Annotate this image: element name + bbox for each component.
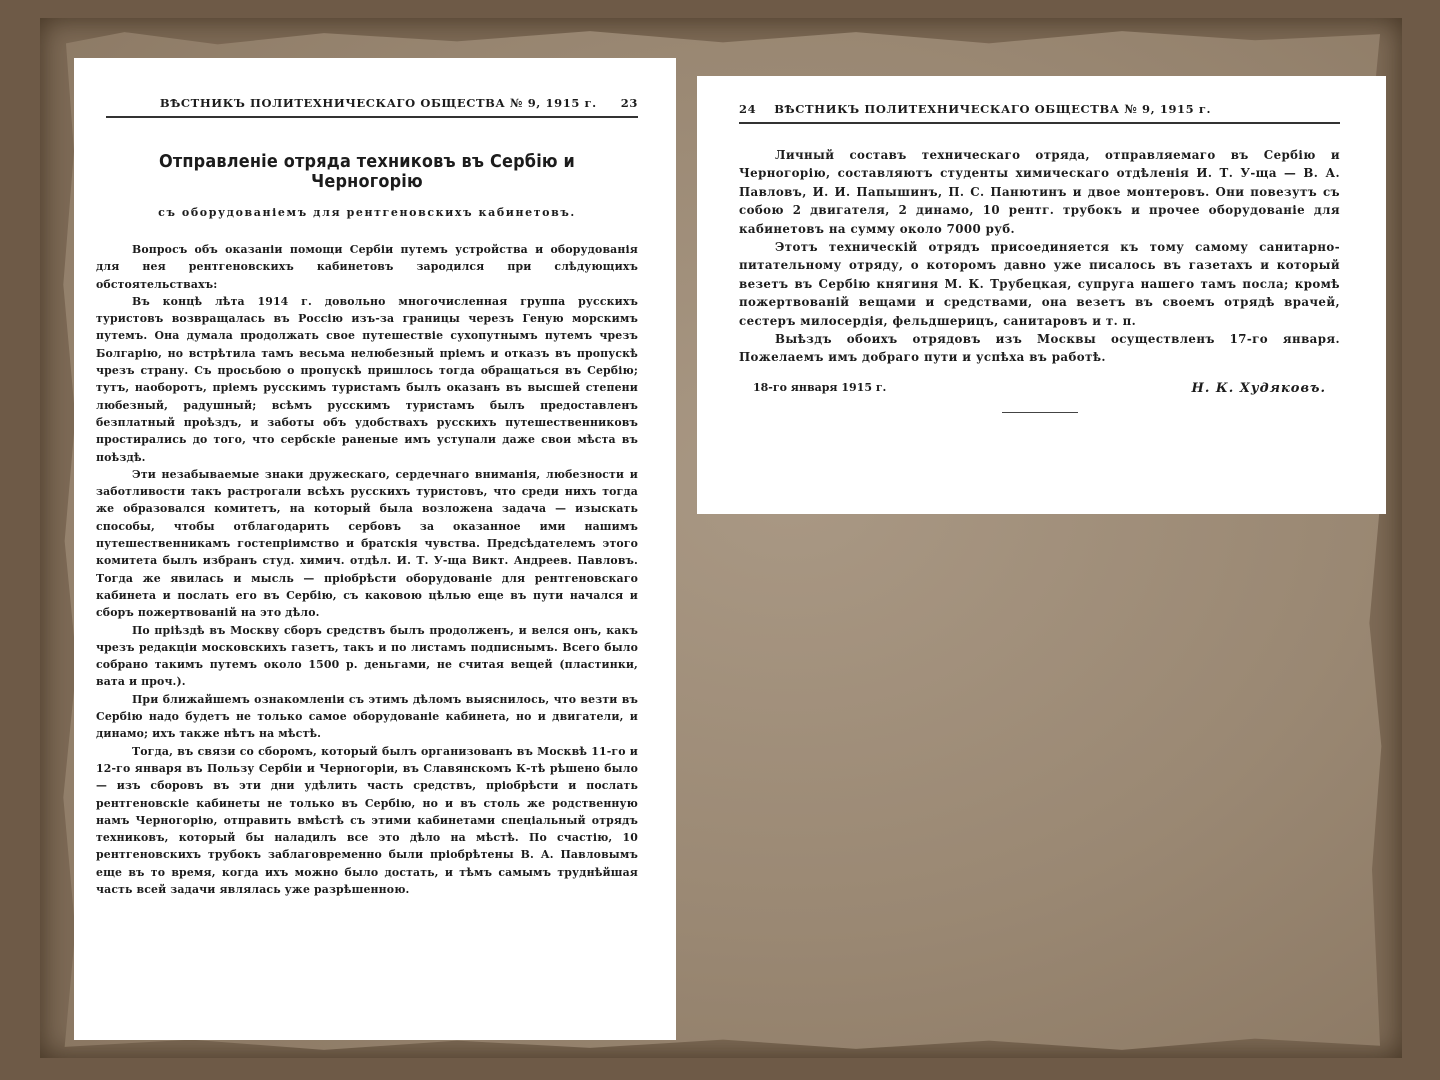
page-number: 23 — [620, 96, 638, 110]
journal-title: ВѢСТНИКЪ ПОЛИТЕХНИЧЕСКАГО ОБЩЕСТВА № 9, 1915 г. — [774, 102, 1212, 116]
end-rule — [1002, 412, 1078, 414]
paragraph: Вопросъ объ оказаніи помощи Сербіи путемъ устройства и оборудованія для нея рентгеновскихъ кабинетовъ зародился при слѣдующихъ обстоятельствахъ: — [96, 243, 638, 291]
left-page-body — [96, 241, 638, 898]
article-date: 18-го января 1915 г. — [753, 380, 887, 394]
left-page-scan — [74, 58, 676, 1040]
paragraph: По пріѣздѣ въ Москву сборъ средствъ былъ продолженъ, и велся онъ, какъ чрезъ редакціи московскихъ газетъ, такъ и по листамъ подписнымъ. Всего было собрано такимъ путемъ около 1500 р. деньгами, не считая вещей (пластинки, вата и проч.). — [96, 623, 638, 689]
article-title: Отправленіе отряда техниковъ въ Сербію и Черногорію — [158, 152, 576, 192]
article-subtitle: съ оборудованіемъ для рентгеновскихъ кабинетовъ. — [158, 206, 576, 219]
author-signature: Н. К. Худяковъ. — [1191, 380, 1326, 396]
signature-line — [739, 381, 1340, 396]
paragraph: При ближайшемъ ознакомленіи съ этимъ дѣломъ выяснилось, что везти въ Сербію надо будетъ не только самое оборудованіе кабинета, но и двигатели, и динамо; ихъ также нѣтъ на мѣстѣ. — [96, 692, 638, 741]
right-page-body — [739, 146, 1340, 367]
paragraph: Выѣздъ обоихъ отрядовъ изъ Москвы осуществленъ 17-го января. Пожелаемъ имъ добраго пути и успѣха въ работѣ. — [739, 332, 1340, 365]
right-page-scan — [697, 76, 1386, 514]
paragraph: Этотъ техническій отрядъ присоединяется къ тому самому санитарно-питательному отряду, о которомъ давно уже писалось въ газетахъ и который везетъ въ Сербію княгиня М. К. Трубецкая, супруга нашего тамъ посла; кромѣ пожертвованій вещами и средствами, она везетъ въ своемъ отрядѣ врачей, сестеръ милосердія, фельдшерицъ, санитаровъ и т. п. — [739, 240, 1340, 328]
header-rule — [739, 122, 1340, 124]
paragraph: Тогда, въ связи со сборомъ, который былъ организованъ въ Москвѣ 11-го и 12-го января въ Пользу Сербіи и Черногоріи, въ Славянскомъ К-тѣ рѣшено было — изъ сборовъ въ эти дни удѣлить часть средствъ, пріобрѣсти и послать рентгеновскіе кабинеты не только въ Сербію, но и въ столь же родственную намъ Черногорію, отправить вмѣстѣ съ этими кабинетами спеціальный отрядъ техниковъ, который бы наладилъ все это дѣло на мѣстѣ. По счастію, 10 рентгеновскихъ трубокъ заблаговременно были пріобрѣтены В. А. Павловымъ еще въ то время, когда ихъ можно было достать, и тѣмъ самымъ труднѣйшая часть всей задачи являлась уже разрѣшенною. — [96, 744, 638, 896]
left-page-header — [106, 96, 638, 118]
right-page-header — [739, 102, 1340, 122]
paragraph: Въ концѣ лѣта 1914 г. довольно многочисленная группа русскихъ туристовъ возвращалась въ Россію изъ-за границы черезъ Геную морскимъ путемъ. Она думала продолжать свое путешествіе сухопутнымъ путемъ чрезъ Болгарію, но встрѣтила тамъ весьма нелюбезный пріемъ и отказъ въ пропускѣ чрезъ страну. Съ просьбою о пропускѣ пришлось тогда обращаться въ Сербію; тутъ, наоборотъ, пріемъ русскимъ туристамъ былъ оказанъ въ высшей степени любезный, радушный; всѣмъ русскимъ туристамъ былъ предоставленъ безплатный проѣздъ, и заботы объ удобствахъ русскихъ путешественниковъ простирались до того, что сербскіе раненые имъ уступали даже свои мѣста въ поѣздѣ. — [96, 294, 638, 464]
paragraph: Эти незабываемые знаки дружескаго, сердечнаго вниманія, любезности и заботливости такъ растрогали всѣхъ русскихъ туристовъ, что среди нихъ тогда же образовался комитетъ, на который была возложена задача — изыскать способы, чтобы отблагодарить сербовъ за оказанное ими нашимъ путешественникамъ гостепріимство и братскія чувства. Предсѣдателемъ этого комитета былъ избранъ студ. химич. отдѣл. И. Т. У-ща Викт. Андреев. Павловъ. Тогда же явилась и мысль — пріобрѣсти оборудованіе для рентгеновскаго кабинета и послать его въ Сербію, съ каковою цѣлью еще въ пути начался и сборъ пожертвованій на это дѣло. — [96, 467, 638, 620]
journal-title: ВѢСТНИКЪ ПОЛИТЕХНИЧЕСКАГО ОБЩЕСТВА № 9, 1915 г. — [159, 96, 597, 110]
paragraph: Личный составъ техническаго отряда, отправляемаго въ Сербію и Черногорію, составляютъ студенты химическаго отдѣленія И. Т. У-ща — В. А. Павловъ, И. И. Папышинъ, П. С. Панютинъ и двое монтеровъ. Они повезутъ съ собою 2 двигателя, 2 динамо, 10 рентг. трубокъ и прочее оборудованіе для кабинетовъ на сумму около 7000 руб. — [739, 148, 1340, 236]
page-number: 24 — [739, 102, 757, 116]
